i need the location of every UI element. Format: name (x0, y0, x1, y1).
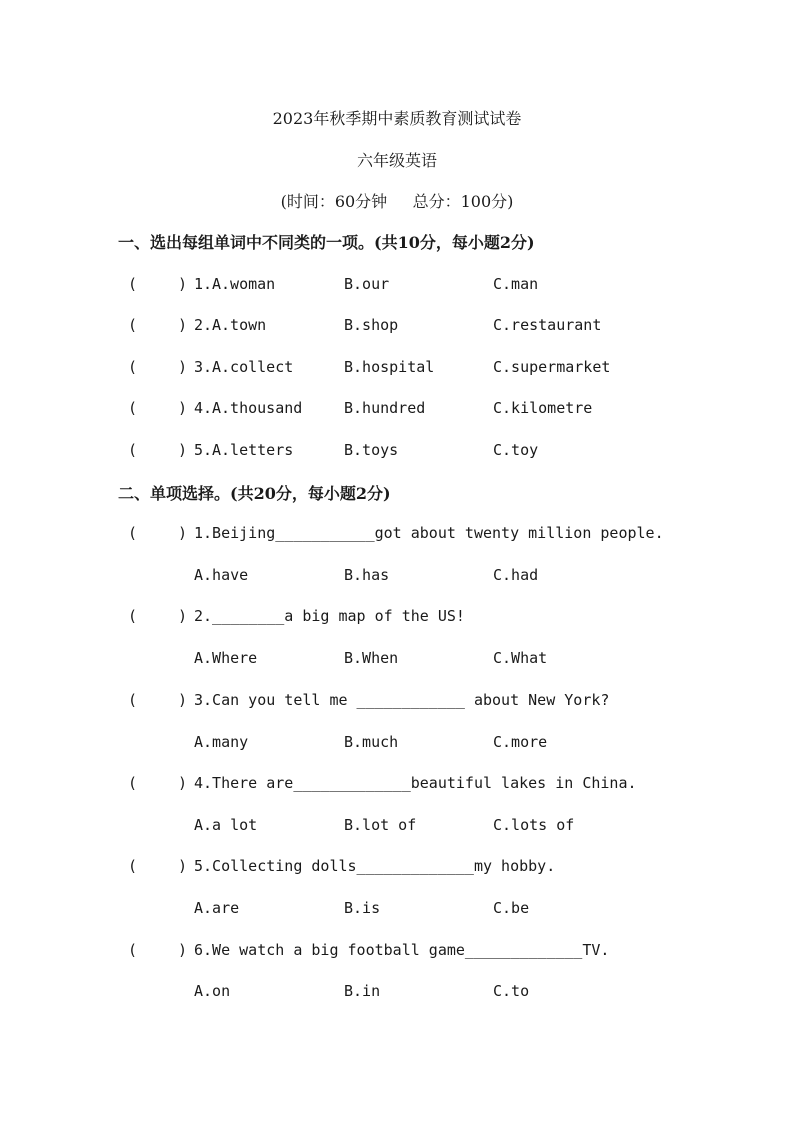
option-b: B.lot of (344, 816, 417, 834)
option-a: A.thousand (212, 399, 303, 417)
question-text: 6.We watch a big football game_____________TV. (194, 941, 610, 959)
option-c: C.to (493, 982, 530, 1000)
answer-paren-close: ) (178, 524, 188, 542)
answer-paren-open: ( (128, 316, 138, 334)
question-row (0, 607, 794, 631)
question-row (0, 857, 794, 881)
option-a: A.Where (194, 649, 258, 667)
option-c: C.man (493, 275, 539, 293)
option-a: A.many (194, 733, 249, 751)
option-a: A.collect (212, 358, 294, 376)
answer-paren-close: ) (178, 857, 188, 875)
options-row (0, 649, 794, 673)
list-item (0, 399, 794, 423)
exam-title: 2023年秋季期中素质教育测试试卷 (272, 109, 522, 128)
option-b: B.shop (344, 316, 399, 334)
answer-paren-open: ( (128, 691, 138, 709)
answer-paren-close: ) (178, 774, 188, 792)
option-c: C.be (493, 899, 530, 917)
answer-paren-open: ( (128, 358, 138, 376)
question-text: 5.Collecting dolls_____________my hobby. (194, 857, 556, 875)
options-row (0, 566, 794, 590)
option-c: C.What (493, 649, 548, 667)
answer-paren-open: ( (128, 941, 138, 959)
list-item (0, 275, 794, 299)
option-a: A.woman (212, 275, 276, 293)
option-b: B.hundred (344, 399, 426, 417)
exam-subtitle: 六年级英语 (356, 151, 437, 170)
answer-paren-close: ) (178, 316, 188, 334)
option-b: B.is (344, 899, 381, 917)
section-1-title: 一、选出每组单词中不同类的一项。(共10分，每小题2分) (118, 233, 535, 252)
answer-paren-close: ) (178, 941, 188, 959)
answer-paren-open: ( (128, 607, 138, 625)
option-b: B.in (344, 982, 381, 1000)
options-row (0, 816, 794, 840)
option-a: A.a lot (194, 816, 258, 834)
answer-paren-close: ) (178, 399, 188, 417)
answer-paren-close: ) (178, 358, 188, 376)
answer-paren-close: ) (178, 275, 188, 293)
answer-paren-close: ) (178, 607, 188, 625)
answer-paren-open: ( (128, 275, 138, 293)
options-row (0, 899, 794, 923)
exam-time-info: (时间：60分钟 总分：100分) (280, 192, 514, 211)
option-c: C.had (493, 566, 539, 584)
options-row (0, 982, 794, 1006)
option-b: B.our (344, 275, 390, 293)
option-a: A.town (212, 316, 267, 334)
option-c: C.kilometre (493, 399, 593, 417)
list-item (0, 358, 794, 382)
question-number: 5. (194, 441, 213, 459)
answer-paren-open: ( (128, 399, 138, 417)
option-c: C.toy (493, 441, 539, 459)
list-item (0, 441, 794, 465)
option-b: B.much (344, 733, 399, 751)
option-a: A.have (194, 566, 249, 584)
question-text: 4.There are_____________beautiful lakes in China. (194, 774, 637, 792)
question-text: 3.Can you tell me ____________ about New York? (194, 691, 610, 709)
answer-paren-close: ) (178, 441, 188, 459)
question-number: 1. (194, 275, 213, 293)
option-b: B.has (344, 566, 390, 584)
option-a: A.on (194, 982, 231, 1000)
section-2-title: 二、单项选择。(共20分，每小题2分) (118, 484, 391, 503)
question-row (0, 691, 794, 715)
question-row (0, 774, 794, 798)
option-c: C.restaurant (493, 316, 602, 334)
question-text: 1.Beijing___________got about twenty million people. (194, 524, 664, 542)
answer-paren-open: ( (128, 524, 138, 542)
list-item (0, 316, 794, 340)
option-c: C.lots of (493, 816, 575, 834)
answer-paren-close: ) (178, 691, 188, 709)
question-row (0, 524, 794, 548)
option-c: C.more (493, 733, 548, 751)
question-row (0, 941, 794, 965)
answer-paren-open: ( (128, 774, 138, 792)
question-number: 2. (194, 316, 213, 334)
option-a: A.letters (212, 441, 294, 459)
options-row (0, 733, 794, 757)
option-a: A.are (194, 899, 240, 917)
answer-paren-open: ( (128, 857, 138, 875)
question-number: 3. (194, 358, 213, 376)
question-number: 4. (194, 399, 213, 417)
answer-paren-open: ( (128, 441, 138, 459)
option-b: B.When (344, 649, 399, 667)
option-b: B.hospital (344, 358, 435, 376)
option-b: B.toys (344, 441, 399, 459)
question-text: 2.________a big map of the US! (194, 607, 465, 625)
option-c: C.supermarket (493, 358, 611, 376)
